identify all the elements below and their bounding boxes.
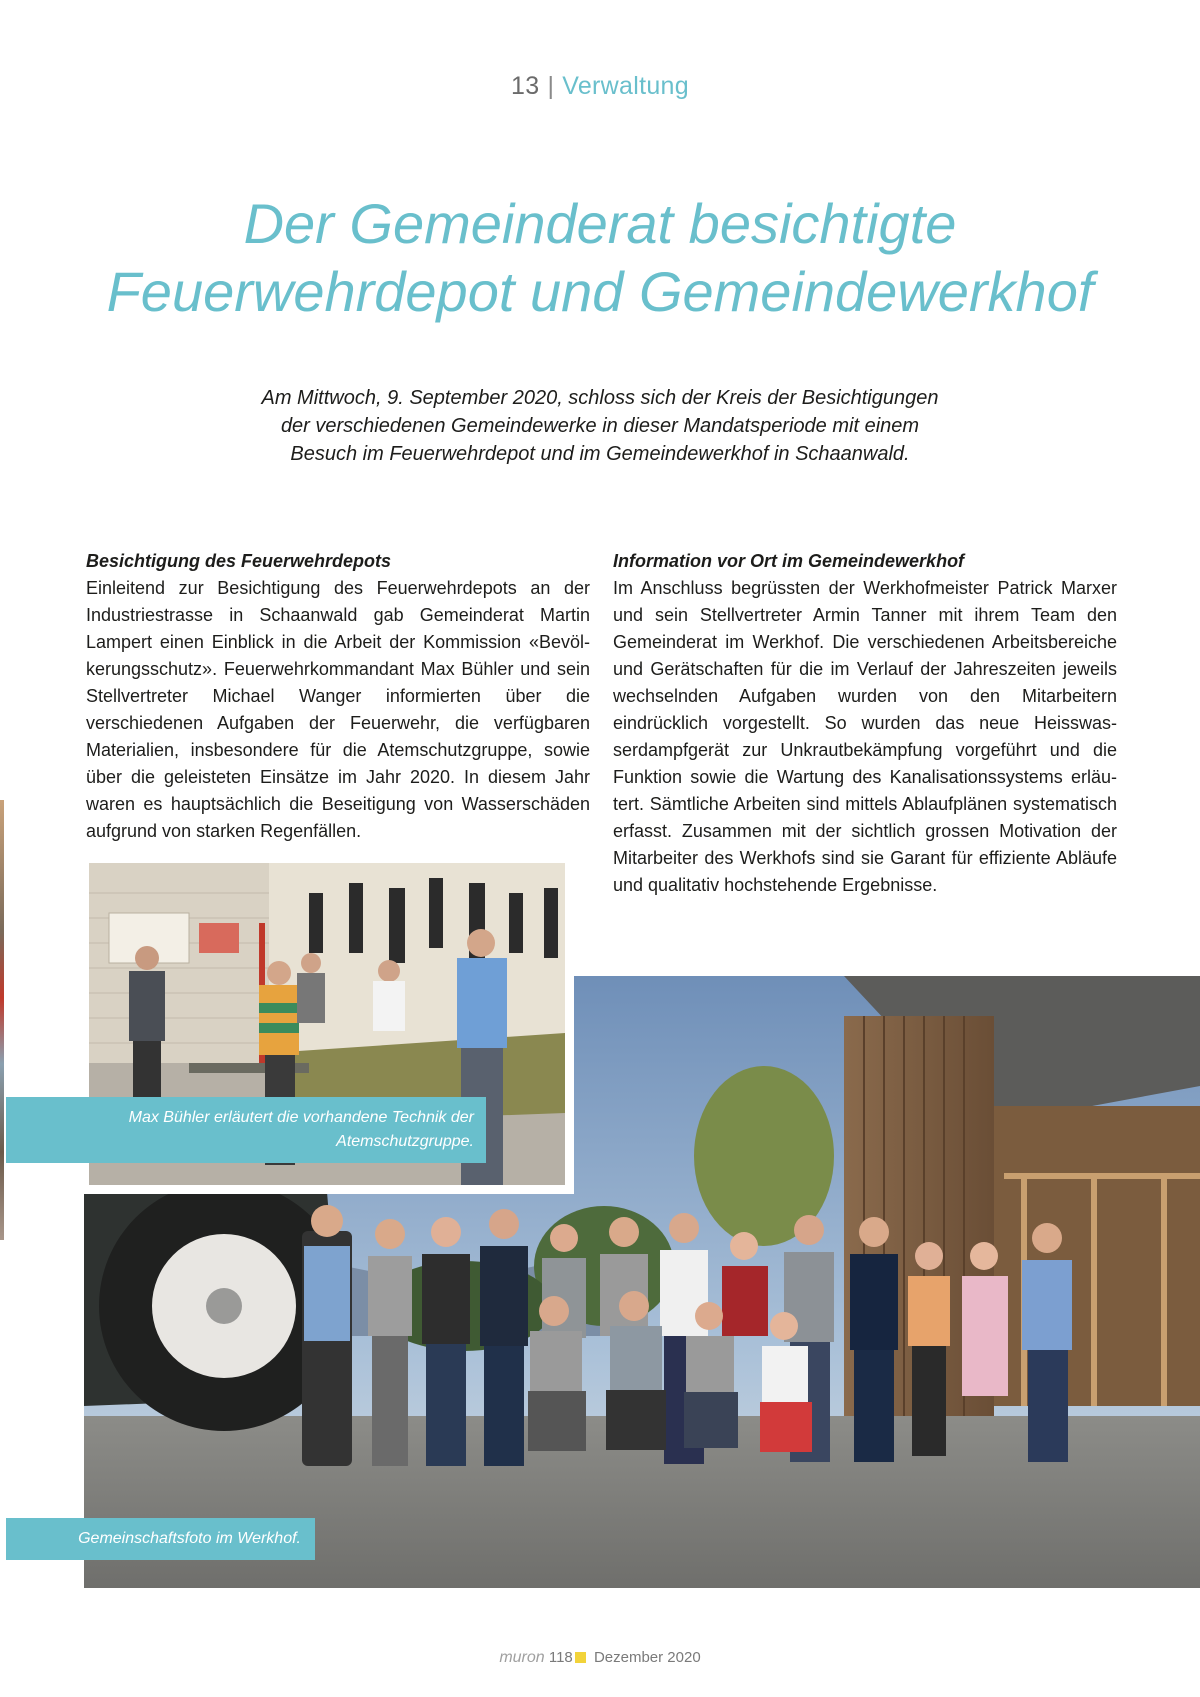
right-column-body: Im Anschluss begrüssten der Werkhofmeister Patrick Marxer und sein Stellvertreter Armin Tanner mit ihrem Team den Gemeinderat im Werkhof. Die verschiedenen Arbeitsbereiche und Gerätschaften für die im Verlauf der Jahreszeiten jeweils wechselnden Aufgaben wurden von den Mitarbeitern eindrücklich vorgestellt. So wurden das neue Heisswasserdampfgerät zur Unkrautbekämpfung vorgeführt und die Funktion sowie die Wartung des Kanalisationssystems erläutert. Sämtliche Arbeiten sind mittels Ablaufplänen systematisch erfasst. Zusammen mit der sichtlich grossen Motivation der Mitarbeiter des Werkhofs sind sie Garant für effiziente Abläufe und qualitativ hochstehende Ergebnisse.	[613, 578, 1117, 895]
article-lead	[200, 384, 1000, 468]
lead-line-3: Besuch im Feuerwehrdepot und im Gemeindewerkhof in Schaanwald.	[290, 443, 910, 465]
page-number: 13	[511, 72, 540, 100]
magazine-brand: muron	[499, 1649, 545, 1666]
left-column-body: Einleitend zur Besichtigung des Feuerwehrdepots an der Industriestrasse in Schaanwald gab Gemeinderat Martin Lampert einen Einblick in die Arbeit der Kommission «Bevölkerungsschutz». Feuerwehrkommandant Max Bühler und sein Stellvertreter Michael Wanger informierten über die verschiedenen Aufgaben der Feuerwehr, die verfügbaren Materialien, insbesondere für die Atemschutzgruppe, sowie über die geleisteten Einsätze im Jahr 2020. In diesem Jahr waren es hauptsächlich die Beseitigung von Wasserschäden aufgrund von starken Regenfällen.	[86, 578, 590, 841]
title-line-1: Der Gemeinderat besichtigte	[243, 192, 957, 255]
yellow-square-icon	[575, 1652, 586, 1663]
caption-1-line-1: Max Bühler erläutert die vorhandene Technik der	[128, 1109, 474, 1126]
page-footer	[0, 1649, 1200, 1667]
right-column	[613, 548, 1117, 899]
lead-line-2: der verschiedenen Gemeindewerke in dieser Mandatsperiode mit einem	[280, 415, 920, 437]
right-column-heading: Information vor Ort im Gemeindewerkhof	[613, 551, 965, 571]
group-photo-caption: Gemeinschaftsfoto im Werkhof.	[6, 1518, 315, 1560]
issue-number: 118	[548, 1649, 573, 1666]
caption-1-line-2: Atemschutzgruppe.	[336, 1133, 474, 1150]
title-line-2: Feuerwehrdepot und Gemeindewerkhof	[106, 260, 1094, 323]
left-column	[86, 548, 590, 845]
issue-date: Dezember 2020	[593, 1649, 701, 1666]
left-column-heading: Besichtigung des Feuerwehrdepots	[86, 551, 392, 571]
section-name: Verwaltung	[562, 72, 689, 100]
article-title	[60, 190, 1140, 326]
page-header	[0, 72, 1200, 101]
header-separator: |	[547, 72, 555, 100]
workshop-photo-caption	[6, 1097, 486, 1163]
lead-line-1: Am Mittwoch, 9. September 2020, schloss sich der Kreis der Besichtigungen	[261, 387, 939, 409]
adjacent-page-edge	[0, 800, 4, 1240]
